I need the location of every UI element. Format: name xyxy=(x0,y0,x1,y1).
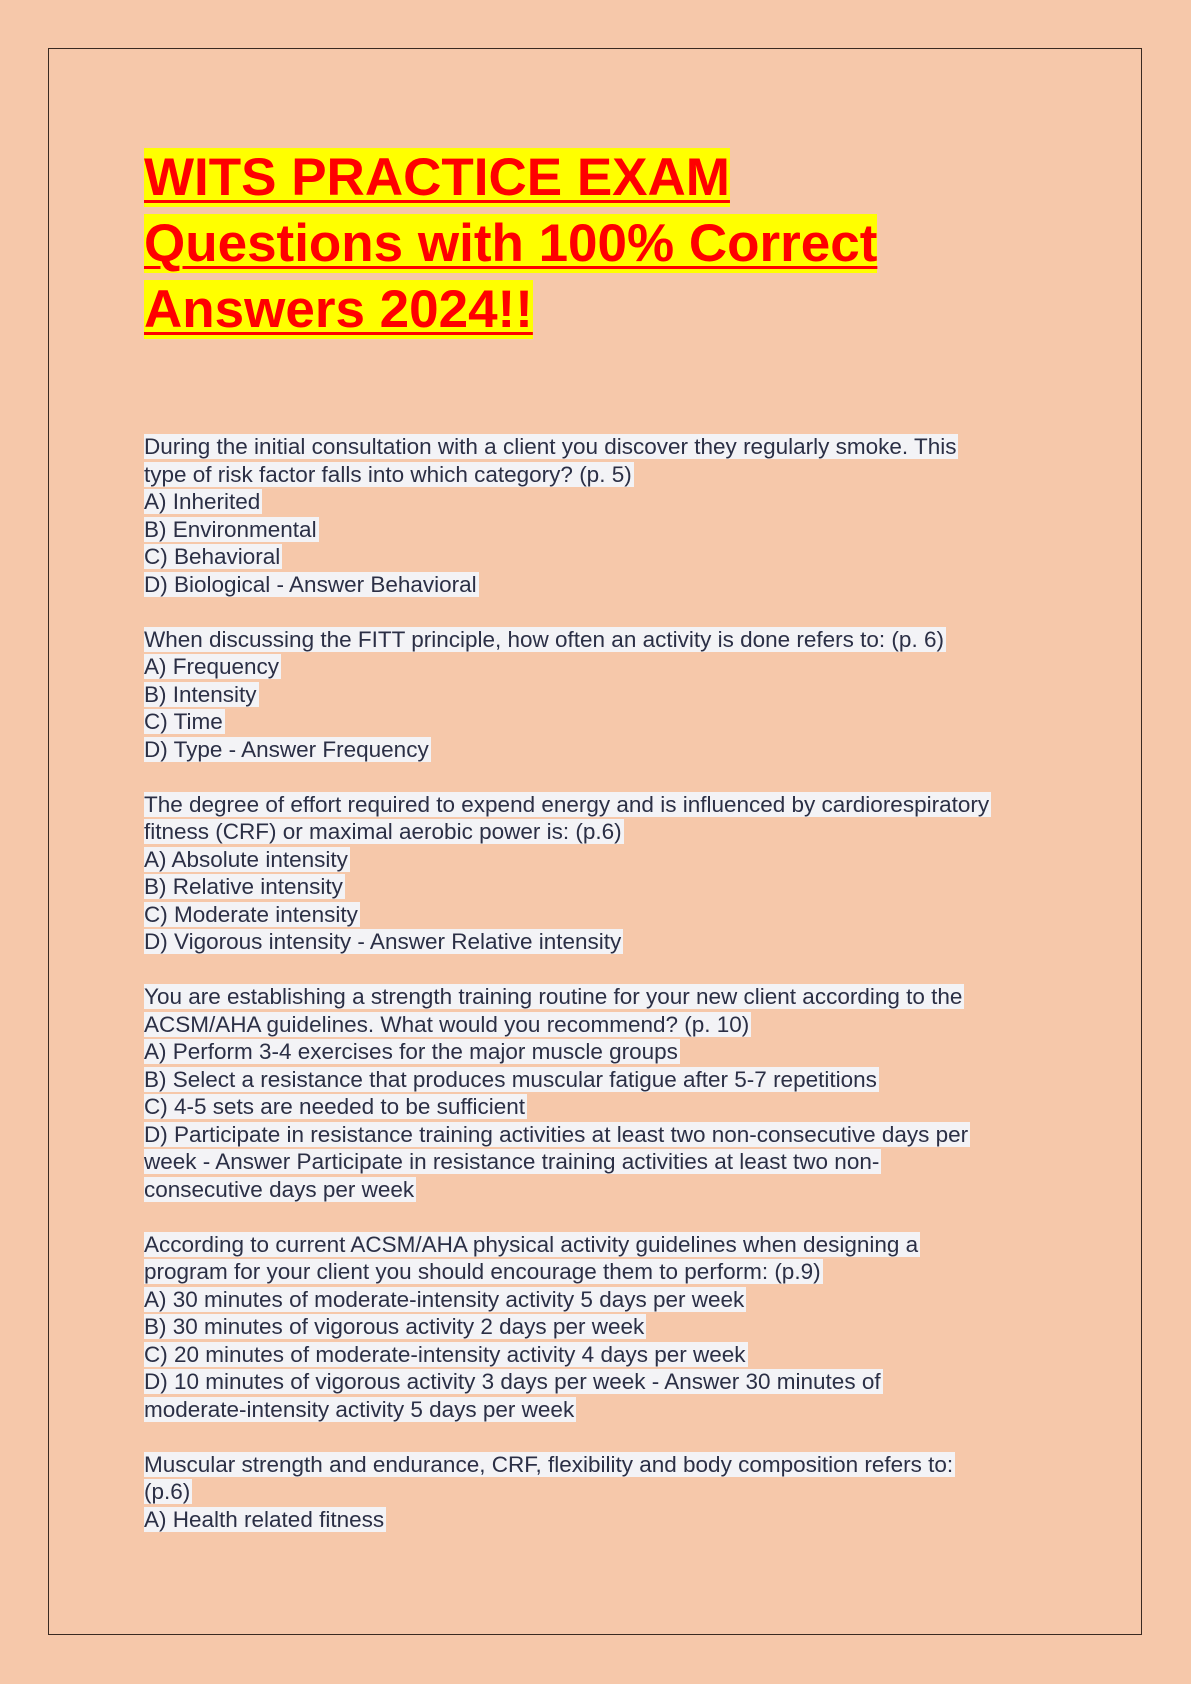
question-text: C) Time xyxy=(144,709,223,734)
question-line xyxy=(144,1038,1064,1066)
title-line: WITS PRACTICE EXAM xyxy=(144,148,730,207)
question-text: D) Participate in resistance training activities at least two non-consecutive days per xyxy=(144,1121,969,1147)
question-text: According to current ACSM/AHA physical activity guidelines when designing a xyxy=(144,1231,919,1257)
question-text: week - Answer Participate in resistance training activities at least two non- xyxy=(144,1149,880,1174)
question-text: A) 30 minutes of moderate-intensity activity 5 days per week xyxy=(144,1286,745,1312)
question-line xyxy=(144,433,1064,461)
question-line xyxy=(144,1011,1064,1039)
question-block xyxy=(144,791,1064,956)
question-line xyxy=(144,846,1064,874)
question-text: B) Environmental xyxy=(144,516,317,542)
question-line xyxy=(144,1066,1064,1094)
question-line xyxy=(144,488,1064,516)
question-line xyxy=(144,1148,1064,1176)
question-line xyxy=(144,1258,1064,1286)
question-line xyxy=(144,653,1064,681)
question-text: A) Inherited xyxy=(144,489,261,514)
question-line xyxy=(144,1286,1064,1314)
question-text: A) Perform 3-4 exercises for the major muscle groups xyxy=(144,1039,678,1064)
question-text: program for your client you should encourage them to perform: (p.9) xyxy=(144,1259,821,1284)
question-text: Muscular strength and endurance, CRF, flexibility and body composition refers to: xyxy=(144,1451,954,1477)
question-list xyxy=(144,433,1064,1533)
question-text: During the initial consultation with a client you discover they regularly smoke. This xyxy=(144,434,957,459)
question-text: D) Vigorous intensity - Answer Relative intensity xyxy=(144,929,622,954)
question-text: (p.6) xyxy=(144,1479,191,1504)
question-block xyxy=(144,983,1064,1203)
question-line xyxy=(144,1121,1064,1149)
question-text: fitness (CRF) or maximal aerobic power is: (p.6) xyxy=(144,819,622,844)
question-text: You are establishing a strength training routine for your new client according to the xyxy=(144,984,963,1009)
question-line xyxy=(144,1451,1064,1479)
question-line xyxy=(144,1093,1064,1121)
question-block xyxy=(144,1451,1064,1534)
question-line xyxy=(144,1478,1064,1506)
question-text: C) 4-5 sets are needed to be sufficient xyxy=(144,1094,526,1119)
question-text: ACSM/AHA guidelines. What would you recommend? (p. 10) xyxy=(144,1011,750,1037)
question-text: moderate-intensity activity 5 days per week xyxy=(144,1396,575,1422)
question-line xyxy=(144,1368,1064,1396)
question-line xyxy=(144,983,1064,1011)
question-block xyxy=(144,1231,1064,1424)
question-text: A) Absolute intensity xyxy=(144,846,348,872)
question-line xyxy=(144,681,1064,709)
question-line xyxy=(144,736,1064,764)
question-text: A) Health related fitness xyxy=(144,1506,385,1532)
question-line xyxy=(144,873,1064,901)
question-text: C) 20 minutes of moderate-intensity activity 4 days per week xyxy=(144,1341,746,1367)
document-title xyxy=(144,145,1064,343)
question-line xyxy=(144,1313,1064,1341)
question-block xyxy=(144,433,1064,598)
question-line xyxy=(144,571,1064,599)
title-line: Answers 2024!! xyxy=(144,280,533,339)
question-text: B) Intensity xyxy=(144,681,257,707)
question-text: B) Select a resistance that produces muscular fatigue after 5-7 repetitions xyxy=(144,1066,877,1092)
question-line xyxy=(144,1506,1064,1534)
question-text: consecutive days per week xyxy=(144,1176,415,1202)
question-line xyxy=(144,708,1064,736)
question-line xyxy=(144,901,1064,929)
question-line xyxy=(144,818,1064,846)
question-text: A) Frequency xyxy=(144,654,280,679)
question-text: B) 30 minutes of vigorous activity 2 days per week xyxy=(144,1314,645,1339)
question-text: D) Type - Answer Frequency xyxy=(144,736,429,762)
question-line xyxy=(144,543,1064,571)
title-line: Questions with 100% Correct xyxy=(144,214,878,273)
question-line xyxy=(144,626,1064,654)
question-block xyxy=(144,626,1064,764)
question-line xyxy=(144,461,1064,489)
question-line xyxy=(144,1176,1064,1204)
document-body xyxy=(144,145,1064,1561)
question-line xyxy=(144,791,1064,819)
question-text: B) Relative intensity xyxy=(144,874,343,899)
question-line xyxy=(144,516,1064,544)
question-text: D) 10 minutes of vigorous activity 3 days per week - Answer 30 minutes of xyxy=(144,1369,881,1394)
question-line xyxy=(144,1396,1064,1424)
question-text: D) Biological - Answer Behavioral xyxy=(144,571,477,597)
question-line xyxy=(144,1341,1064,1369)
question-line xyxy=(144,1231,1064,1259)
question-line xyxy=(144,928,1064,956)
question-text: C) Behavioral xyxy=(144,544,281,569)
question-text: C) Moderate intensity xyxy=(144,901,358,927)
question-text: The degree of effort required to expend energy and is influenced by cardiorespiratory xyxy=(144,791,990,817)
question-text: When discussing the FITT principle, how often an activity is done refers to: (p. 6) xyxy=(144,626,944,652)
question-text: type of risk factor falls into which category? (p. 5) xyxy=(144,461,632,487)
